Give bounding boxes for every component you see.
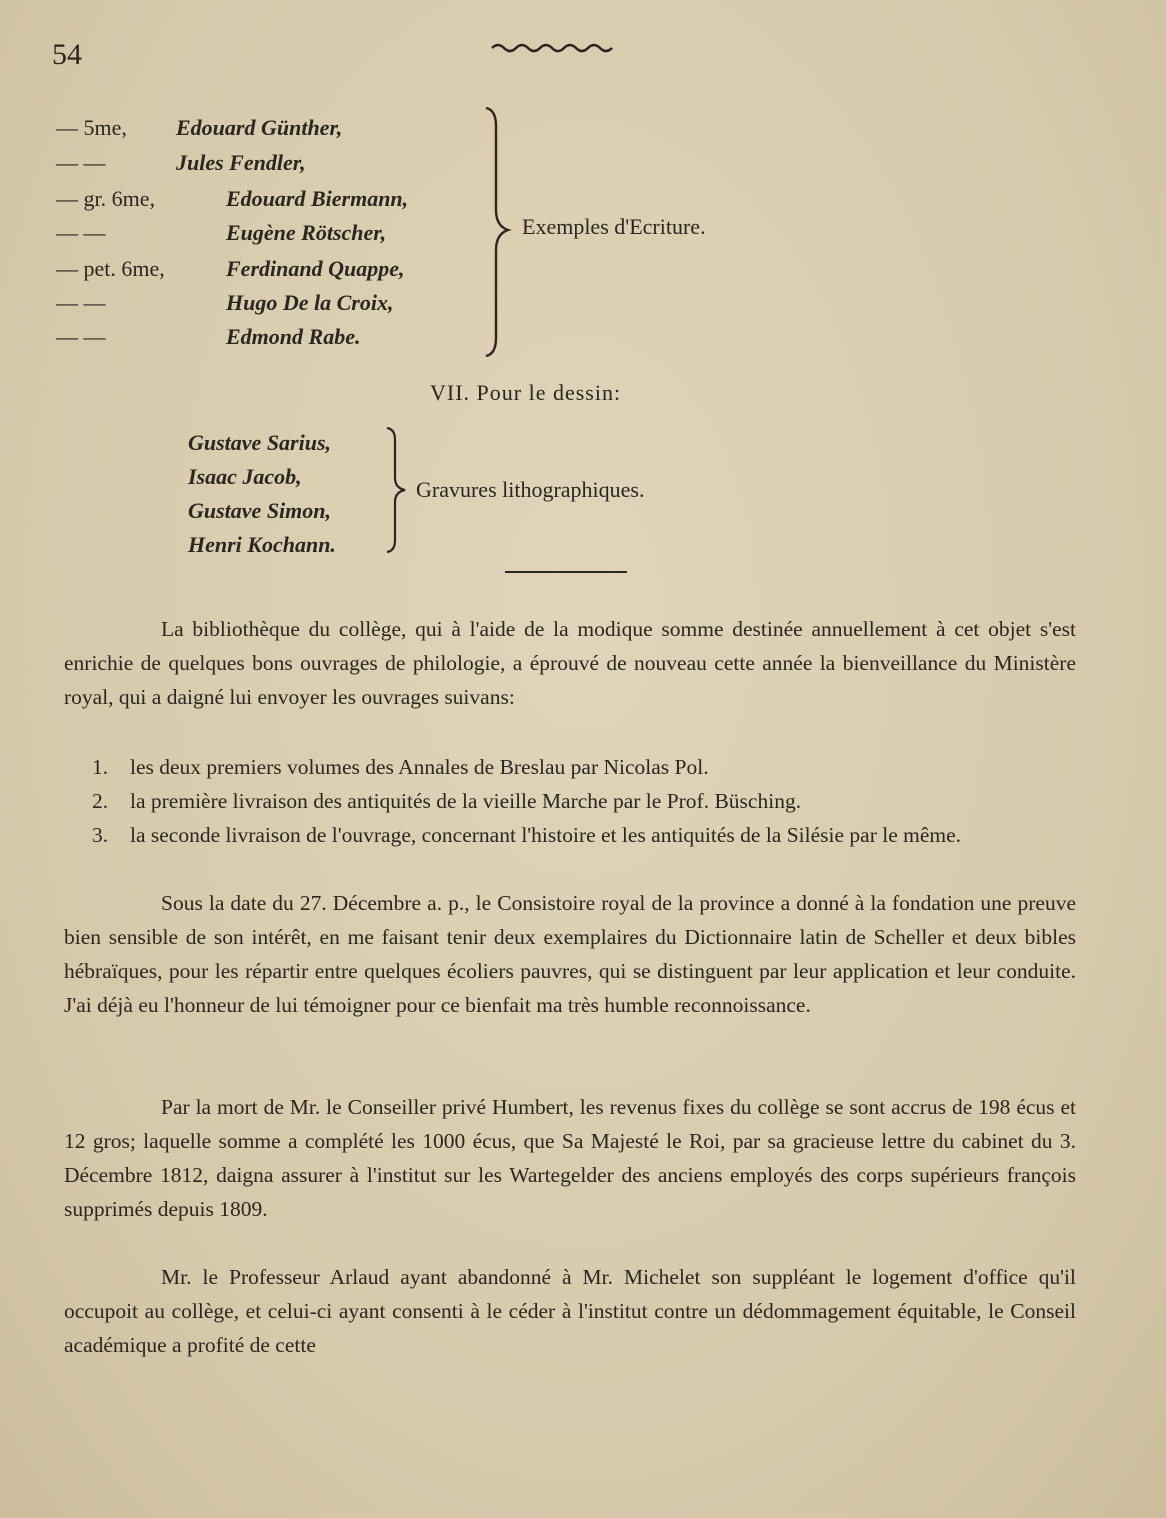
right-brace-icon xyxy=(482,106,512,358)
drawing-award-name: Gustave Simon, xyxy=(188,498,332,523)
award-class: — — xyxy=(56,220,106,245)
writing-award-row xyxy=(56,115,342,141)
award-name: Hugo De la Croix, xyxy=(226,290,394,315)
right-brace-icon xyxy=(384,426,408,554)
award-class: — — xyxy=(56,290,106,315)
writing-award-row xyxy=(56,290,393,316)
award-class: — — xyxy=(56,324,106,349)
drawing-award-name: Gustave Sarius, xyxy=(188,430,332,455)
page-number: 54 xyxy=(52,38,82,71)
award-name: Edouard Günther, xyxy=(176,115,343,140)
item-number: 1. xyxy=(92,755,109,779)
item-text: la seconde livraison de l'ouvrage, concernant l'histoire et les antiquités de la Silésie par le même. xyxy=(130,823,962,847)
paragraph-lodging: Mr. le Professeur Arlaud ayant abandonné à Mr. Michelet son suppléant le logement d'office qu'il occupoit au collège, et celui-ci ayant consenti à le céder à l'institut contre un dédommagement équitable, le Conseil académique a profité de cette xyxy=(64,1265,1076,1357)
section-heading: VII. Pour le dessin: xyxy=(430,380,622,405)
award-name: Ferdinand Quappe, xyxy=(226,256,405,281)
award-name: Jules Fendler, xyxy=(176,150,306,175)
drawing-award-name: Isaac Jacob, xyxy=(188,464,302,489)
item-number: 2. xyxy=(92,789,109,813)
writing-award-row xyxy=(56,186,408,212)
header-ornament xyxy=(490,40,620,54)
award-name: Edouard Biermann, xyxy=(226,186,409,211)
item-number: 3. xyxy=(92,823,109,847)
award-class: — gr. 6me, xyxy=(56,186,155,211)
item-text: la première livraison des antiquités de la vieille Marche par le Prof. Büsching. xyxy=(130,789,802,813)
drawing-prize: Gravures lithographiques. xyxy=(416,477,645,502)
writing-award-row xyxy=(56,220,386,246)
drawing-award-name: Henri Kochann. xyxy=(188,532,336,557)
paragraph-library: La bibliothèque du collège, qui à l'aide de la modique somme destinée annuellement à cet objet s'est enrichie de quelques bons ouvrages de philologie, a éprouvé de nouveau cette année la bienveillance du Ministère royal, qui a daigné lui envoyer les ouvrages suivans: xyxy=(64,617,1076,709)
writing-award-row xyxy=(56,324,360,350)
award-name: Eugène Rötscher, xyxy=(226,220,387,245)
award-class: — — xyxy=(56,150,106,175)
writing-award-row xyxy=(56,150,306,176)
writing-award-row xyxy=(56,256,404,282)
award-class: — pet. 6me, xyxy=(56,256,165,281)
award-class: — 5me, xyxy=(56,115,127,140)
item-text: les deux premiers volumes des Annales de Breslau par Nicolas Pol. xyxy=(130,755,709,779)
paragraph-revenues: Par la mort de Mr. le Conseiller privé Humbert, les revenus fixes du collège se sont accrus de 198 écus et 12 gros; laquelle somme a complété les 1000 écus, que Sa Majesté le Roi, par sa gracieuse lettre du cabinet du 3. Décembre 1812, daigna assurer à l'institut sur les Wartegelder des anciens employés des corps supérieurs françois supprimés depuis 1809. xyxy=(64,1095,1076,1221)
award-name: Edmond Rabe. xyxy=(226,324,361,349)
section-divider xyxy=(505,571,627,573)
paragraph-consistory: Sous la date du 27. Décembre a. p., le Consistoire royal de la province a donné à la fondation une preuve bien sensible de son intérêt, en me faisant tenir deux exemplaires du Dictionnaire latin de Scheller et deux bibles hébraïques, pour les répartir entre quelques écoliers pauvres, qui se distinguent par leur application et leur conduite. J'ai déjà eu l'honneur de lui témoigner pour ce bienfait ma très humble reconnoissance. xyxy=(64,891,1076,1017)
writing-prize: Exemples d'Ecriture. xyxy=(522,214,706,239)
